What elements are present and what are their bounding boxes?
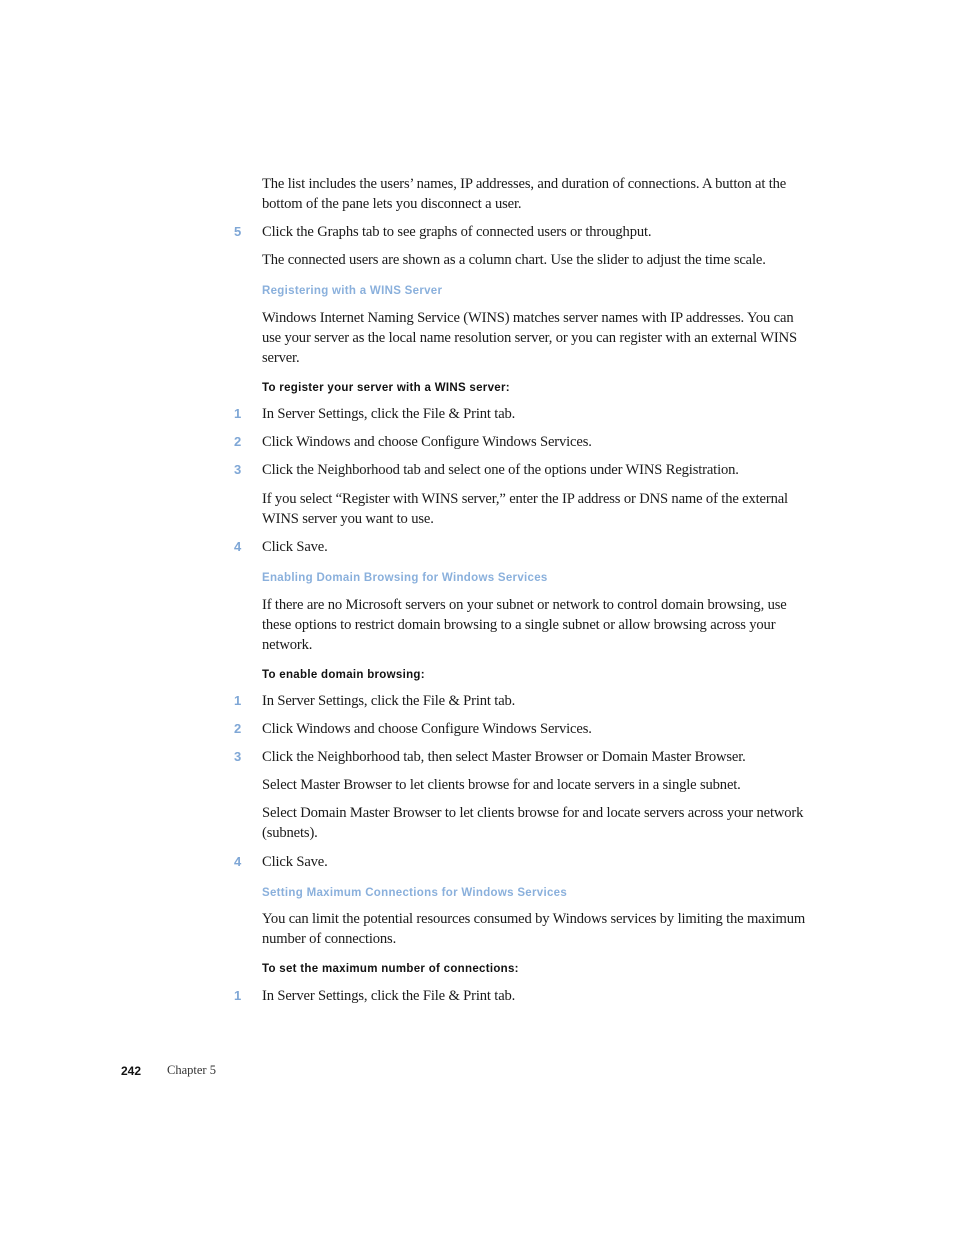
step-number: 1	[234, 693, 242, 708]
step-text: In Server Settings, click the File & Print tab.	[262, 406, 516, 422]
step-text: Click the Graphs tab to see graphs of connected users or throughput.	[262, 224, 652, 240]
domain-description: If there are no Microsoft servers on your subnet or network to control domain browsing, use these options to restrict domain browsing to a single subnet or allow browsing across your network.	[262, 597, 787, 654]
step-number: 3	[234, 749, 242, 764]
domain-note-domain-master-browser: Select Domain Master Browser to let clients browse for and locate servers across your network (subnets).	[262, 805, 804, 842]
list-description: The list includes the users’ names, IP addresses, and duration of connections. A button at the bottom of the pane lets you disconnect a user.	[262, 176, 787, 213]
step-text: Click Save.	[262, 854, 328, 870]
section-heading-max-connections: Setting Maximum Connections for Windows Services	[262, 887, 568, 899]
step-number: 4	[234, 539, 242, 554]
task-heading-domain: To enable domain browsing:	[262, 669, 425, 681]
task-heading-wins: To register your server with a WINS server:	[262, 382, 510, 394]
task-heading-maxconn: To set the maximum number of connections:	[262, 963, 519, 975]
section-heading-wins: Registering with a WINS Server	[262, 285, 443, 297]
step-number: 1	[234, 988, 242, 1003]
step-text: Click Save.	[262, 539, 328, 555]
step-number: 3	[234, 462, 242, 477]
step-number: 2	[234, 721, 242, 736]
maxconn-description: You can limit the potential resources consumed by Windows services by limiting the maximum number of connections.	[262, 911, 806, 948]
domain-note-master-browser: Select Master Browser to let clients browse for and locate servers in a single subnet.	[262, 777, 741, 793]
section-heading-domain-browsing: Enabling Domain Browsing for Windows Services	[262, 572, 548, 584]
step-text: Click Windows and choose Configure Windows Services.	[262, 434, 592, 450]
step-text: Click the Neighborhood tab, then select Master Browser or Domain Master Browser.	[262, 749, 746, 765]
step-text: In Server Settings, click the File & Print tab.	[262, 988, 516, 1004]
chapter-label: Chapter 5	[167, 1063, 216, 1077]
step-text: Click the Neighborhood tab and select one of the options under WINS Registration.	[262, 462, 739, 478]
graph-description: The connected users are shown as a column chart. Use the slider to adjust the time scale.	[262, 252, 766, 268]
wins-note: If you select “Register with WINS server,” enter the IP address or DNS name of the external WINS server you want to use.	[262, 491, 788, 528]
step-text: Click Windows and choose Configure Windows Services.	[262, 721, 592, 737]
step-number: 5	[234, 224, 242, 239]
step-number: 1	[234, 406, 242, 421]
step-number: 4	[234, 854, 242, 869]
page-number: 242	[121, 1064, 142, 1078]
wins-description: Windows Internet Naming Service (WINS) matches server names with IP addresses. You can use your server as the local name resolution server, or you can register with an external WINS server.	[262, 310, 797, 367]
step-text: In Server Settings, click the File & Print tab.	[262, 693, 516, 709]
step-number: 2	[234, 434, 242, 449]
